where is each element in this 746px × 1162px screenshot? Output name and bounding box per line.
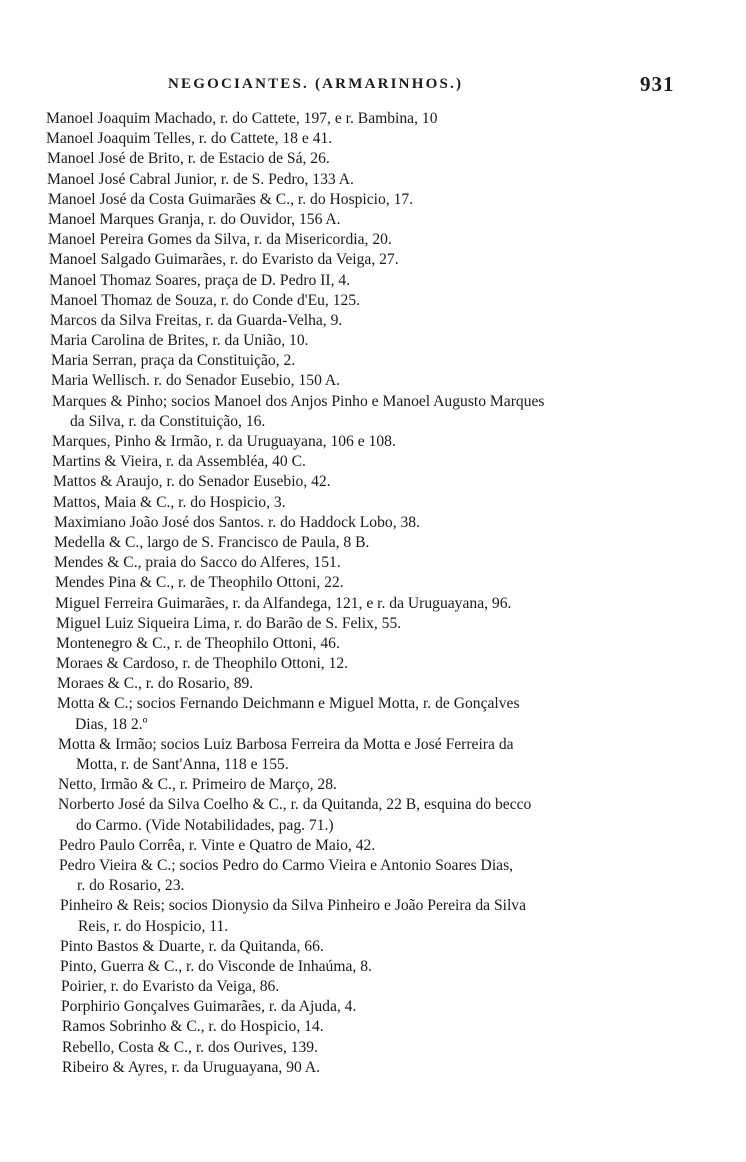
list-item (58, 795, 746, 835)
list-item (54, 513, 746, 533)
list-item (53, 493, 746, 513)
page-header (0, 72, 746, 100)
entry-text: Pinto Bastos & Duarte, r. da Quitanda, 66. (60, 937, 324, 955)
entry-continuation: r. do Rosario, 23. (77, 877, 185, 895)
list-item (52, 392, 746, 432)
list-item (55, 594, 746, 614)
list-item (55, 573, 746, 593)
list-item (46, 109, 746, 129)
entry-text: Manoel José de Brito, r. de Estacio de Sá, 26. (47, 150, 330, 168)
entry-text: Mattos, Maia & C., r. do Hospicio, 3. (53, 493, 286, 511)
entry-text: Motta & C.; socios Fernando Deichmann e Miguel Motta, r. de Gonçalves (57, 695, 520, 713)
list-item (56, 614, 746, 634)
entry-text: Pedro Paulo Corrêa, r. Vinte e Quatro de Maio, 42. (59, 836, 376, 854)
list-item (60, 957, 746, 977)
list-item (56, 654, 746, 674)
list-item (61, 997, 746, 1017)
entry-continuation: Motta, r. de Sant'Anna, 118 e 155. (76, 756, 289, 773)
entry-text: Pinto, Guerra & C., r. do Visconde de Inhaúma, 8. (60, 957, 372, 975)
entry-text: Mendes & C., praia do Sacco do Alferes, 151. (54, 554, 341, 572)
list-item (50, 331, 746, 351)
entry-text: Porphirio Gonçalves Guimarães, r. da Ajuda, 4. (61, 998, 357, 1016)
list-item (59, 836, 746, 856)
list-item (50, 291, 746, 311)
entry-text: Moraes & C., r. do Rosario, 89. (57, 675, 254, 693)
list-item (47, 149, 746, 169)
merchant-list (0, 109, 746, 1078)
entry-text: Ribeiro & Ayres, r. da Uruguayana, 90 A. (62, 1058, 320, 1076)
entry-text: Manoel José Cabral Junior, r. de S. Pedro, 133 A. (47, 170, 354, 188)
entry-continuation: da Silva, r. da Constituição, 16. (70, 412, 266, 430)
list-item (49, 271, 746, 291)
entry-text: Maria Wellisch. r. do Senador Eusebio, 150 A. (51, 372, 341, 390)
entry-text: Manoel José da Costa Guimarães & C., r. do Hospicio, 17. (48, 190, 414, 208)
entry-text: Moraes & Cardoso, r. de Theophilo Ottoni, 12. (56, 655, 349, 673)
entry-text: Pinheiro & Reis; socios Dionysio da Silva Pinheiro e João Pereira da Silva (60, 897, 527, 915)
entry-text: Martins & Vieira, r. da Assembléa, 40 C. (52, 453, 306, 471)
list-item (51, 371, 746, 391)
entry-text: Manoel Thomaz Soares, praça de D. Pedro II, 4. (49, 271, 351, 289)
list-item (49, 250, 746, 270)
entry-text: Marques, Pinho & Irmão, r. da Uruguayana, 106 e 108. (52, 433, 396, 450)
list-item (58, 735, 746, 775)
entry-continuation: Reis, r. do Hospicio, 11. (78, 917, 229, 935)
entry-text: Marcos da Silva Freitas, r. da Guarda-Velha, 9. (50, 311, 343, 329)
entry-text: Montenegro & C., r. de Theophilo Ottoni, 46. (56, 634, 340, 652)
entry-text: Maria Carolina de Brites, r. da União, 10. (50, 332, 309, 350)
list-item (47, 170, 746, 190)
entry-text: Miguel Luiz Siqueira Lima, r. do Barão de S. Felix, 55. (56, 614, 402, 632)
list-item (57, 674, 746, 694)
list-item (60, 937, 746, 957)
list-item (61, 977, 746, 997)
entry-text: Maximiano João José dos Santos. r. do Haddock Lobo, 38. (54, 513, 420, 531)
list-item (48, 190, 746, 210)
list-item (52, 432, 746, 452)
list-item (57, 694, 746, 734)
list-item (48, 210, 746, 230)
entry-text: Manoel Marques Granja, r. do Ouvidor, 156 A. (48, 210, 341, 228)
entry-text: Mendes Pina & C., r. de Theophilo Ottoni, 22. (55, 574, 344, 592)
entry-continuation: do Carmo. (Vide Notabilidades, pag. 71.) (76, 816, 334, 834)
list-item (58, 775, 746, 795)
entry-text: Manoel Salgado Guimarães, r. do Evaristo da Veiga, 27. (49, 251, 399, 269)
entry-text: Manoel Pereira Gomes da Silva, r. da Misericordia, 20. (48, 231, 392, 249)
list-item (54, 553, 746, 573)
entry-text: Ramos Sobrinho & C., r. do Hospicio, 14. (62, 1018, 324, 1036)
entry-text: Rebello, Costa & C., r. dos Ourives, 139. (62, 1038, 318, 1056)
list-item (52, 452, 746, 472)
entry-continuation: Dias, 18 2.º (75, 715, 148, 733)
page-number: 931 (640, 72, 675, 96)
list-item (46, 129, 746, 149)
entry-text: Poirier, r. do Evaristo da Veiga, 86. (61, 978, 280, 996)
entry-text: Medella & C., largo de S. Francisco de Paula, 8 B. (54, 533, 370, 551)
list-item (54, 533, 746, 553)
entry-text: Mattos & Araujo, r. do Senador Eusebio, 42. (53, 473, 331, 491)
entry-text: Motta & Irmão; socios Luiz Barbosa Ferreira da Motta e José Ferreira da (58, 735, 514, 753)
list-item (48, 230, 746, 250)
entry-text: Manoel Joaquim Telles, r. do Cattete, 18 e 41. (46, 130, 333, 148)
page-title: NEGOCIANTES. (ARMARINHOS.) (168, 76, 464, 92)
list-item (62, 1038, 746, 1058)
entry-text: Marques & Pinho; socios Manoel dos Anjos Pinho e Manoel Augusto Marques (52, 392, 545, 410)
entry-text: Norberto José da Silva Coelho & C., r. da Quitanda, 22 B, esquina do becco (58, 796, 532, 814)
list-item (59, 856, 746, 896)
list-item (56, 634, 746, 654)
list-item (51, 351, 746, 371)
entry-text: Miguel Ferreira Guimarães, r. da Alfandega, 121, e r. da Uruguayana, 96. (55, 594, 512, 612)
entry-text: Manoel Thomaz de Souza, r. do Conde d'Eu, 125. (50, 291, 361, 309)
list-item (50, 311, 746, 331)
entry-text: Pedro Vieira & C.; socios Pedro do Carmo Vieira e Antonio Soares Dias, (59, 856, 514, 874)
list-item (62, 1058, 746, 1078)
entry-text: Maria Serran, praça da Constituição, 2. (51, 352, 296, 370)
list-item (60, 896, 746, 936)
list-item (62, 1017, 746, 1037)
entry-text: Manoel Joaquim Machado, r. do Cattete, 197, e r. Bambina, 10 (46, 110, 438, 127)
entry-text: Netto, Irmão & C., r. Primeiro de Março, 28. (58, 776, 337, 794)
list-item (53, 472, 746, 492)
